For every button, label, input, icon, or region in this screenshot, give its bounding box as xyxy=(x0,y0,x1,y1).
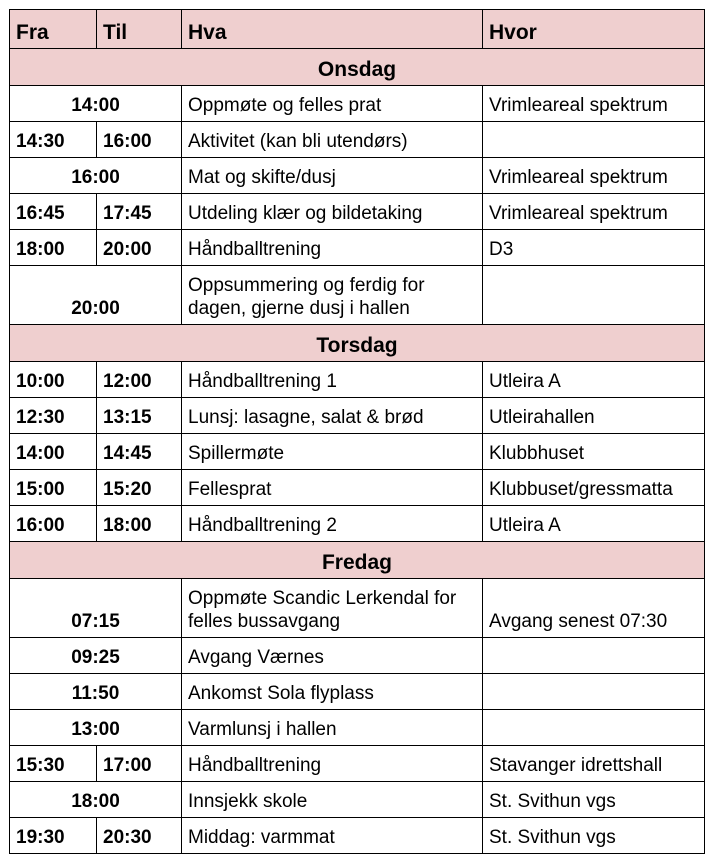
activity: Fellesprat xyxy=(182,470,483,506)
table-row xyxy=(10,86,705,122)
day-label: Torsdag xyxy=(10,325,705,362)
time-span: 09:25 xyxy=(10,638,182,674)
time-from: 19:30 xyxy=(10,818,97,854)
location: Avgang senest 07:30 xyxy=(483,579,705,638)
table-row xyxy=(10,122,705,158)
time-from: 14:00 xyxy=(10,434,97,470)
activity: Spillermøte xyxy=(182,434,483,470)
time-span: 11:50 xyxy=(10,674,182,710)
table-row xyxy=(10,398,705,434)
time-to: 18:00 xyxy=(97,506,182,542)
location: Stavanger idrettshall xyxy=(483,746,705,782)
time-to: 16:00 xyxy=(97,122,182,158)
activity: Lunsj: lasagne, salat & brød xyxy=(182,398,483,434)
schedule-table xyxy=(9,9,705,854)
activity: Oppsummering og ferdig for dagen, gjerne dusj i hallen xyxy=(182,266,483,325)
header-fra: Fra xyxy=(10,10,97,49)
time-from: 15:00 xyxy=(10,470,97,506)
day-label: Fredag xyxy=(10,542,705,579)
time-to: 17:45 xyxy=(97,194,182,230)
activity: Håndballtrening 1 xyxy=(182,362,483,398)
table-row xyxy=(10,470,705,506)
location xyxy=(483,710,705,746)
time-from: 18:00 xyxy=(10,230,97,266)
time-to: 17:00 xyxy=(97,746,182,782)
location: Klubbhuset xyxy=(483,434,705,470)
activity: Mat og skifte/dusj xyxy=(182,158,483,194)
table-row xyxy=(10,362,705,398)
location xyxy=(483,122,705,158)
location: Vrimleareal spektrum xyxy=(483,158,705,194)
time-from: 14:30 xyxy=(10,122,97,158)
activity: Varmlunsj i hallen xyxy=(182,710,483,746)
table-row xyxy=(10,434,705,470)
time-from: 10:00 xyxy=(10,362,97,398)
table-row xyxy=(10,506,705,542)
activity: Oppmøte Scandic Lerkendal for felles bussavgang xyxy=(182,579,483,638)
location: Utleirahallen xyxy=(483,398,705,434)
activity: Oppmøte og felles prat xyxy=(182,86,483,122)
time-from: 15:30 xyxy=(10,746,97,782)
table-row xyxy=(10,746,705,782)
activity: Håndballtrening xyxy=(182,230,483,266)
day-header-torsdag xyxy=(10,325,705,362)
time-to: 15:20 xyxy=(97,470,182,506)
activity: Middag: varmmat xyxy=(182,818,483,854)
table-row xyxy=(10,158,705,194)
time-span: 14:00 xyxy=(10,86,182,122)
day-header-fredag xyxy=(10,542,705,579)
time-span: 20:00 xyxy=(10,266,182,325)
table-row xyxy=(10,230,705,266)
header-hvor: Hvor xyxy=(483,10,705,49)
activity: Ankomst Sola flyplass xyxy=(182,674,483,710)
location xyxy=(483,674,705,710)
time-to: 12:00 xyxy=(97,362,182,398)
time-to: 20:30 xyxy=(97,818,182,854)
time-from: 12:30 xyxy=(10,398,97,434)
table-row xyxy=(10,579,705,638)
table-row xyxy=(10,710,705,746)
activity: Utdeling klær og bildetaking xyxy=(182,194,483,230)
day-label: Onsdag xyxy=(10,49,705,86)
table-row xyxy=(10,266,705,325)
header-til: Til xyxy=(97,10,182,49)
activity: Håndballtrening xyxy=(182,746,483,782)
activity: Innsjekk skole xyxy=(182,782,483,818)
location: D3 xyxy=(483,230,705,266)
location: St. Svithun vgs xyxy=(483,818,705,854)
location xyxy=(483,266,705,325)
location: Utleira A xyxy=(483,362,705,398)
time-span: 07:15 xyxy=(10,579,182,638)
time-to: 14:45 xyxy=(97,434,182,470)
time-span: 13:00 xyxy=(10,710,182,746)
location: Vrimleareal spektrum xyxy=(483,194,705,230)
table-row xyxy=(10,638,705,674)
table-row xyxy=(10,194,705,230)
location: Vrimleareal spektrum xyxy=(483,86,705,122)
time-to: 13:15 xyxy=(97,398,182,434)
header-hva: Hva xyxy=(182,10,483,49)
location: Klubbuset/gressmatta xyxy=(483,470,705,506)
header-row xyxy=(10,10,705,49)
time-from: 16:00 xyxy=(10,506,97,542)
table-row xyxy=(10,782,705,818)
activity: Aktivitet (kan bli utendørs) xyxy=(182,122,483,158)
table-row xyxy=(10,818,705,854)
location: St. Svithun vgs xyxy=(483,782,705,818)
activity: Avgang Værnes xyxy=(182,638,483,674)
time-to: 20:00 xyxy=(97,230,182,266)
time-from: 16:45 xyxy=(10,194,97,230)
table-row xyxy=(10,674,705,710)
time-span: 16:00 xyxy=(10,158,182,194)
location xyxy=(483,638,705,674)
day-header-onsdag xyxy=(10,49,705,86)
time-span: 18:00 xyxy=(10,782,182,818)
location: Utleira A xyxy=(483,506,705,542)
activity: Håndballtrening 2 xyxy=(182,506,483,542)
